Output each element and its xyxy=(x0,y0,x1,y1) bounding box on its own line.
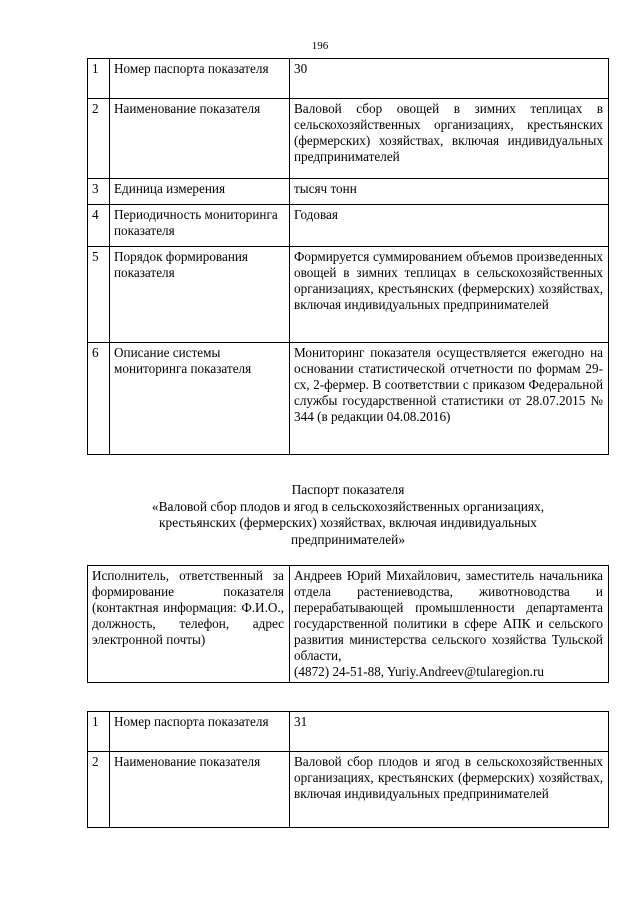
row-label: Наименование показателя xyxy=(110,99,290,179)
passport-title xyxy=(87,482,609,548)
row-number: 1 xyxy=(88,712,110,752)
row-label: Порядок формирования показателя xyxy=(110,247,290,343)
row-number: 2 xyxy=(88,99,110,179)
passport-table-31 xyxy=(87,711,609,828)
passport-title-line: крестьянских (фермерских) хозяйствах, включая индивидуальных xyxy=(159,515,537,530)
row-value: Формируется суммированием объемов произведенных овощей в зимних теплицах в сельскохозяйственных организациях, крестьянских (фермерских) хозяйствах, включая индивидуальных предпринимателей xyxy=(290,247,609,343)
table-row xyxy=(88,205,609,247)
table-row xyxy=(88,99,609,179)
row-value: Валовой сбор плодов и ягод в сельскохозяйственных организациях, крестьянских (фермерских) хозяйствах, включая индивидуальных предпринимателей xyxy=(290,752,609,828)
table-row xyxy=(88,343,609,455)
table-row xyxy=(88,566,609,683)
page-number: 196 xyxy=(311,40,329,52)
row-label: Номер паспорта показателя xyxy=(110,712,290,752)
passport-title-line: Паспорт показателя xyxy=(291,482,405,497)
row-label: Наименование показателя xyxy=(110,752,290,828)
row-label: Периодичность мониторинга показателя xyxy=(110,205,290,247)
row-number: 4 xyxy=(88,205,110,247)
table-row xyxy=(88,712,609,752)
row-value: Годовая xyxy=(290,205,609,247)
passport-title-line: «Валовой сбор плодов и ягод в сельскохозяйственных организациях, xyxy=(151,498,545,514)
table-row xyxy=(88,247,609,343)
row-value: Валовой сбор овощей в зимних теплицах в сельскохозяйственных организациях, крестьянских (фермерских) хозяйствах, включая индивидуальных предпринимателей xyxy=(290,99,609,179)
passport-title-line: предпринимателей» xyxy=(290,531,406,547)
row-number: 6 xyxy=(88,343,110,455)
executor-label: Исполнитель, ответственный за формирование показателя (контактная информация: Ф.И.О., должность, телефон, адрес электронной почты) xyxy=(88,566,290,683)
row-number: 2 xyxy=(88,752,110,828)
row-number: 5 xyxy=(88,247,110,343)
executor-table xyxy=(87,565,609,683)
table-row xyxy=(88,59,609,99)
row-value: тысяч тонн xyxy=(290,179,609,205)
row-value: Мониторинг показателя осуществляется ежегодно на основании статистической отчетности по формам 29-сх, 2-фермер. В соответствии с приказом Федеральной службы государственной статистики от 28.07.2015 № 344 (в редакции 04.08.2016) xyxy=(290,343,609,455)
row-value: 30 xyxy=(290,59,609,99)
row-label: Описание системы мониторинга показателя xyxy=(110,343,290,455)
row-label: Номер паспорта показателя xyxy=(110,59,290,99)
row-label: Единица измерения xyxy=(110,179,290,205)
passport-table-30 xyxy=(87,58,609,455)
executor-contacts: (4872) 24-51-88, Yuriy.Andreev@tularegion.ru xyxy=(294,664,544,679)
executor-value xyxy=(290,566,609,683)
row-value: 31 xyxy=(290,712,609,752)
table-row xyxy=(88,179,609,205)
row-number: 3 xyxy=(88,179,110,205)
executor-value-text: Андреев Юрий Михайлович, заместитель начальника отдела растениеводства, животноводства и перерабатывающей промышленности департамента государственной политики в сфере АПК и сельского развития министерства сельского хозяйства Тульской области, xyxy=(294,568,603,663)
table-row xyxy=(88,752,609,828)
row-number: 1 xyxy=(88,59,110,99)
